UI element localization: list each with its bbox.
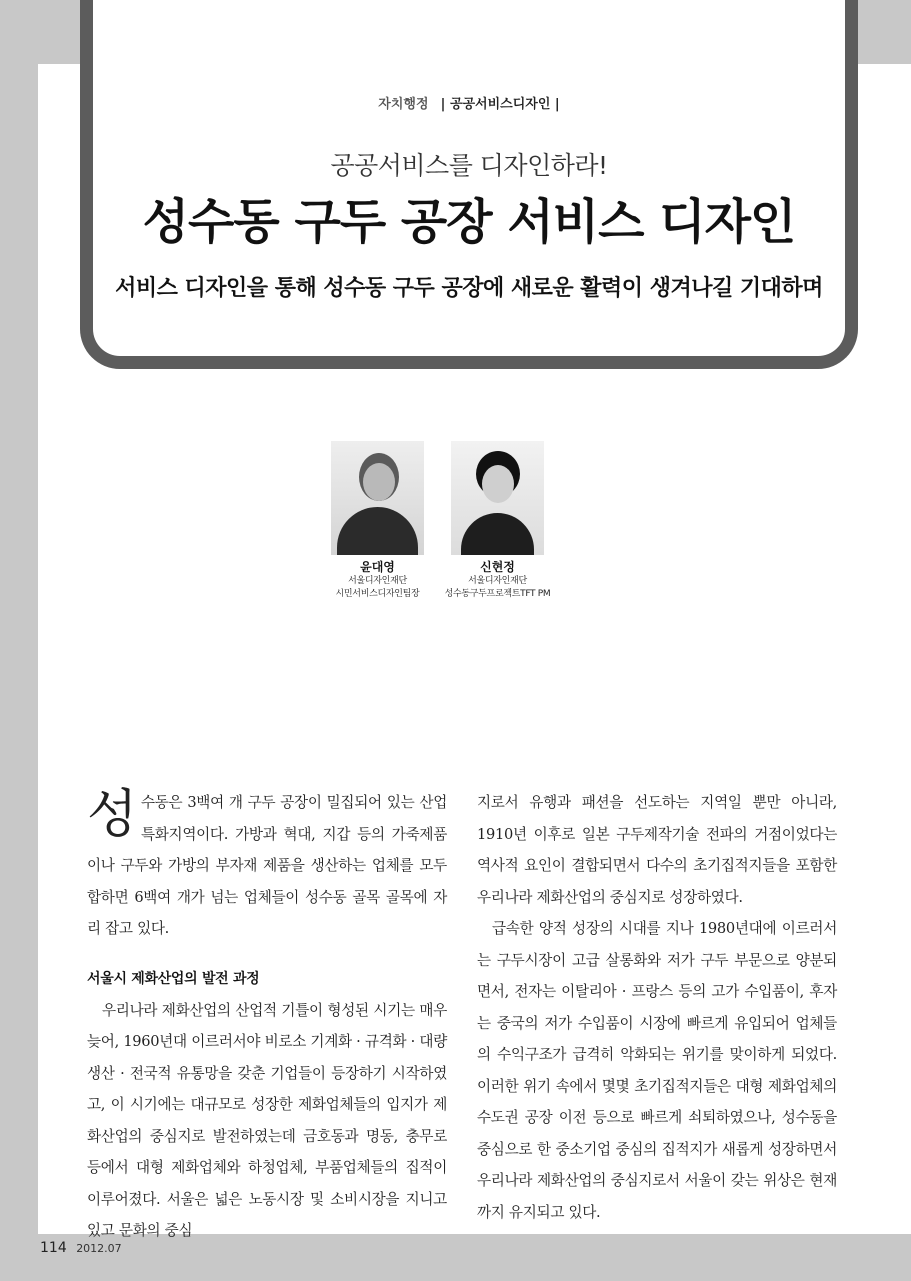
article-column-right [477, 787, 837, 1228]
body-paragraph-continued: 지로서 유행과 패션을 선도하는 지역일 뿐만 아니라, 1910년 이후로 일본 구두제작기술 전파의 거점이었다는 역사적 요인이 결합되면서 다수의 초기집적지들을 포함한 우리나라 제화산업의 중심지로 성장하였다. [477, 794, 837, 906]
author-org: 서울디자인재단 [468, 576, 527, 586]
kicker: 공공서비스를 디자인하라! [330, 151, 608, 180]
subcategory-label: | 공공서비스디자인 | [440, 97, 560, 112]
intro-text: 수동은 3백여 개 구두 공장이 밀집되어 있는 산업특화지역이다. 가방과 혁대, 지갑 등의 가죽제품이나 구두와 가방의 부자재 제품을 생산하는 업체를 모두 합하면 6백여 개가 넘는 업체들이 성수동 골목 골목에 자리 잡고 있다. [87, 794, 447, 937]
body-paragraph: 우리나라 제화산업의 산업적 기틀이 형성된 시기는 매우 늦어, 1960년대 이르러서야 비로소 기계화 · 규격화 · 대량생산 · 전국적 유통망을 갖춘 기업들이 등장하기 시작하였고, 이 시기에는 대규모로 성장한 제화업체들의 입지가 제화산업의 중심지로 발전하였는데 금호동과 명동, 충무로 등에서 대형 제화업체와 하청업체, 부품업체들의 집적이 이루어졌다. 서울은 넓은 노동시장 및 소비시장을 지니고 있고 문화의 중심 [87, 1001, 447, 1239]
author-name: 윤대영 [360, 560, 395, 574]
author-org: 서울디자인재단 [348, 576, 407, 586]
subheadline: 서비스 디자인을 통해 성수동 구두 공장에 새로운 활력이 생겨나길 기대하며 [115, 276, 823, 301]
author-photo [451, 441, 544, 555]
author-name: 신현정 [480, 560, 515, 574]
title-banner [80, 0, 858, 369]
author-card-1 [315, 441, 440, 601]
intro-paragraph [87, 787, 447, 945]
left-margin-band [0, 0, 38, 1281]
author-role: 성수동구두프로젝트TFT PM [444, 589, 551, 599]
issue-date: 2012.07 [76, 1242, 122, 1255]
author-card-2 [435, 441, 560, 601]
section-title: 서울시 제화산업의 발전 과정 [87, 970, 260, 987]
drop-cap: 성 [87, 785, 137, 845]
page-number: 114 [40, 1240, 67, 1256]
page-footer [40, 1240, 122, 1256]
author-photo [331, 441, 424, 555]
category-line [93, 93, 845, 112]
author-role: 시민서비스디자인팀장 [335, 589, 420, 599]
article-column-left [87, 787, 447, 1247]
headline: 성수동 구두 공장 서비스 디자인 [142, 194, 796, 250]
category-label: 자치행정 [378, 97, 429, 112]
body-paragraph: 급속한 양적 성장의 시대를 지나 1980년대에 이르러서는 구두시장이 고급 살롱화와 저가 구두 부문으로 양분되면서, 전자는 이탈리아 · 프랑스 등의 고가 수입품이, 후자는 중국의 저가 수입품이 시장에 빠르게 유입되어 업체들의 수익구조가 급격히 악화되는 위기를 맞이하게 되었다. 이러한 위기 속에서 몇몇 초기집적지들은 대형 제화업체의 수도권 공장 이전 등으로 빠르게 쇠퇴하였으나, 성수동을 중심으로 한 중소기업 중심의 집적지가 새롭게 성장하면서 우리나라 제화산업의 중심지로서 서울이 갖는 위상은 현재까지 유지되고 있다. [477, 920, 837, 1221]
